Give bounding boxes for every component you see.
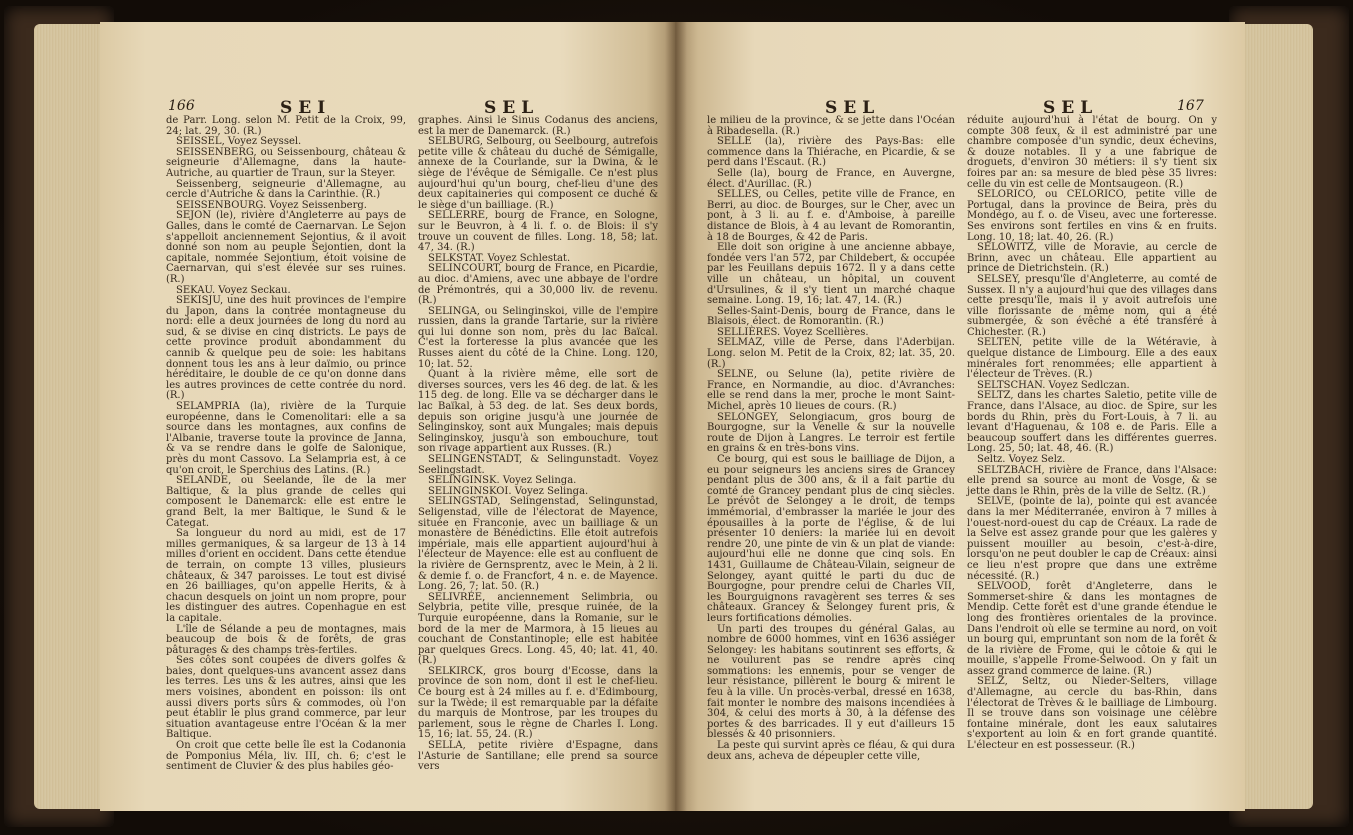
entry-paragraph: SELTEN, petite ville de la Wétéravie, à quelque distance de Limbourg. Elle a des eaux minérales fort renommées; elle appartient à l'électeur de Trèves. (R.) <box>967 337 1217 381</box>
entry-paragraph: SEISSEL, Voyez Seyssel. <box>176 136 302 148</box>
entry-paragraph: SEISSENBERG, ou Seissenbourg, château & seigneurie d'Allemagne, dans la haute-Autriche, au quartier de Traun, sur la Steyer. <box>166 146 406 179</box>
running-head-left-2: SEL <box>484 98 540 118</box>
entry-paragraph: de Parr. Long. selon M. Petit de la Croix, 99, 24; lat. 29, 30. (R.) <box>166 115 406 137</box>
page-number-right: 167 <box>1177 98 1204 114</box>
entry-paragraph: SELINGA, ou Selinginskoi, ville de l'empire russien, dans la grande Tartarie, sur la rivière qui lui donne son nom, près du lac Baïcal. C'est la forteresse la plus avancée que les Russes aient du côté de la Chine. Long. 120, 10; lat. 52. <box>418 305 658 370</box>
entry-paragraph: Seltz. Voyez Selz. <box>977 454 1066 465</box>
entry-paragraph: SELORICO, ou CELORICO, petite ville de Portugal, dans la province de Beira, près du Mondégo, au f. o. de Viseu, avec une forteresse. Ses environs sont fertiles en vins & en fruits. Long. 10, 18; lat. 40, 26. (R.) <box>967 189 1217 243</box>
entry-paragraph: SELIVRÉE, anciennement Selimbria, ou Selybria, petite ville, presque ruinée, de la Turquie européenne, dans la Romanie, sur le bord de la mer de Marmora, à 15 lieues au couchant de Constantinople; elle est habitée par quelques Grecs. Long. 45, 40; lat. 41, 40. (R.) <box>418 591 658 667</box>
right-page <box>675 22 1245 811</box>
entry-paragraph: SELONGEY, Selongiacum, gros bourg de Bourgogne, sur la Venelle & sur la nouvelle route de Dijon à Langres. Le terroir est fertile en grains & en très-bons vins. <box>707 411 955 455</box>
page-edges-left <box>34 24 108 809</box>
entry-paragraph: SEKAU. Voyez Seckau. <box>176 284 291 296</box>
entry-paragraph: SEKISJU, une des huit provinces de l'empire du Japon, dans la contrée montagneuse du nord: elle a deux journées de long du nord au sud, & se divise en cinq districts. Le pays de cette province produit abondamment du cannib & quelque peu de soie: les habitans donnent tous les ans à leur daïmio, ou prince héréditaire, le double de ce qu'on donne dans les autres provinces de cette contrée du nord. (R.) <box>166 295 406 402</box>
left-page-column-1 <box>166 116 406 773</box>
running-head-right-2: SEL <box>1043 98 1099 118</box>
entry-paragraph: SEISSENBOURG. Voyez Seissenberg. <box>176 199 367 211</box>
entry-paragraph: SELKIRCK, gros bourg d'Ecosse, dans la province de son nom, dont il est le chef-lieu. Ce bourg est à 24 milles au f. e. d'Edimbourg, sur la Twède; il est remarquable par la défaite du marquis de Montrose, par les troupes du parlement, sous le règne de Charles I. Long. 15, 16; lat. 55, 24. (R.) <box>418 665 658 741</box>
entry-paragraph: SELBURG, Selbourg, ou Seelbourg, autrefois petite ville & château du duché de Sémigalle, annexe de la Courlande, sur la Dwina, & le siège de l'évêque de Sémigalle. Ce n'est plus aujourd'hui qu'un bourg, chef-lieu d'une des deux capitaineries qui composent ce duché & le siège d'un bailliage. (R.) <box>418 136 658 211</box>
entry-paragraph: SELLERRE, bourg de France, en Sologne, sur le Beuvron, à 4 li. f. o. de Blois: il s'y trouve un couvent de filles. Long. 18, 58; lat. 47, 34. (R.) <box>418 210 658 254</box>
entry-paragraph: SELLES, ou Celles, petite ville de France, en Berri, au dioc. de Bourges, sur le Cher, avec un pont, à 3 li. au f. e. d'Amboise, à pareille distance de Blois, à 4 au levant de Romorantin, à 18 de Bourges, & 42 de Paris. <box>707 189 955 243</box>
entry-paragraph: SELINCOURT, bourg de France, en Picardie, au dioc. d'Amiens, avec une abbaye de l'ordre de Prémontrés, qui a 30,000 liv. de revenu. (R.) <box>418 263 658 307</box>
left-page <box>100 22 675 811</box>
entry-paragraph: La peste qui survint après ce fléau, & qui dura deux ans, acheva de dépeupler cette ville, <box>707 740 955 762</box>
entry-paragraph: graphes. Ainsi le Sinus Codanus des anciens, est la mer de Danemarck. (R.) <box>418 115 658 137</box>
entry-paragraph: SELLE (la), rivière des Pays-Bas: elle commence dans la Thiérache, en Picardie, & se perd dans l'Escaut. (R.) <box>707 136 955 169</box>
entry-paragraph: SELAMPRIA (la), rivière de la Turquie européenne, dans le Comenolitari: elle a sa source dans les montagnes, aux confins de l'Albanie, traverse toute la province de Janna, & va se rendre dans le golfe de Salonique, près du mont Cassovo. La Selampria est, à ce qu'on croit, le Sperchius des Latins. (R.) <box>166 401 406 476</box>
entry-paragraph: SELANDE, ou Seelande, île de la mer Baltique, & la plus grande de celles qui composent le Danemarck: elle est entre le grand Belt, la mer Baltique, le Sund & le Categat. <box>166 475 406 529</box>
left-page-column-2 <box>418 116 658 773</box>
entry-paragraph: Selles-Saint-Denis, bourg de France, dans le Blaisois, élect. de Romorantin. (R.) <box>707 305 955 328</box>
entry-paragraph: SELINGINSKOI. Voyez Selinga. <box>428 485 589 497</box>
right-page-column-1 <box>707 116 955 762</box>
entry-paragraph: SELLA, petite rivière d'Espagne, dans l'Asturie de Santillane; elle prend sa source vers <box>418 740 658 773</box>
entry-paragraph: SELINGINSK. Voyez Selinga. <box>428 475 577 487</box>
entry-paragraph: Quant à la rivière même, elle sort de diverses sources, vers les 46 deg. de lat. & les 115 deg. de long. Elle va se décharger dans le lac Baïkal, à 53 deg. de lat. Ses deux bords, depuis son origine jusqu'à une journée de Selinginskoy, sont aux Mungales; mais depuis Selinginskoy, jusqu'à son embouchure, tout son rivage appartient aux Russes. (R.) <box>418 369 658 455</box>
page-edges-right <box>1233 24 1313 809</box>
entry-paragraph: SELINGSTAD, Selingenstad, Selingunstad, Seligenstad, ville de l'électorat de Mayence, située en Franconie, avec un bailliage & un monastère de Bénédictins. Elle étoit autrefois impériale, mais elle appartient aujourd'hui à l'électeur de Mayence: elle est au confluent de la rivière de Gernsprentz, avec le Mein, à 2 li. & demie f. o. de Francfort, 4 n. e. de Mayence. Long. 26, 7; lat. 50. (R.) <box>418 496 658 593</box>
entry-paragraph: Sa longueur du nord au midi, est de 17 milles germaniques, & sa largeur de 13 à 14 milles d'orient en occident. Dans cette étendue de terrain, on compte 13 villes, plusieurs châteaux, & 347 paroisses. Le tout est divisé en 26 bailliages, qu'on appelle Herits, & à chacun desquels on joint un nom propre, pour les distinguer des autres. Copenhague en est la capitale. <box>166 528 406 624</box>
entry-paragraph: Seissenberg, seigneurie d'Allemagne, au cercle d'Autriche & dans la Carinthie. (R.) <box>166 178 406 201</box>
running-head-left-1: SEI <box>280 98 332 118</box>
right-page-column-2 <box>967 116 1217 752</box>
entry-paragraph: SELTZBACH, rivière de France, dans l'Alsace: elle prend sa source au mont de Vosge, & se jette dans le Rhin, près de la ville de Seltz. (R.) <box>967 464 1217 497</box>
entry-paragraph: SELLIÈRES. Voyez Scellières. <box>717 326 869 338</box>
entry-paragraph: réduite aujourd'hui à l'état de bourg. On y compte 308 feux, & il est administré par une chambre composée d'un syndic, deux échevins, & douze notables. Il y a une fabrique de droguets, d'environ 30 métiers: il s'y tient six foires par an: sa mesure de bled pèse 35 livres: celle du vin est celle de Montsaugeon. (R.) <box>967 115 1217 190</box>
entry-paragraph: SELTZ, dans les chartes Saletio, petite ville de France, dans l'Alsace, au dioc. de Spire, sur les bords du Rhin, près du Fort-Louis, à 7 li. au levant d'Haguenau, & 108 e. de Paris. Elle a beaucoup souffert dans les différentes guerres. Long. 25, 50; lat. 48, 46. (R.) <box>967 390 1217 455</box>
entry-paragraph: SELSEY, presqu'île d'Angleterre, au comté de Sussex. Il n'y a aujourd'hui que des villages dans cette presqu'île, mais il y avoit autrefois une ville florissante de même nom, qui a été submergée, & son évêché a été transféré à Chichester. (R.) <box>967 273 1217 338</box>
entry-paragraph: SELVOOD, forêt d'Angleterre, dans le Sommerset-shire & dans les montagnes de Mendip. Cette forêt est d'une grande étendue le long des frontières orientales de la province. Dans l'endroit où elle se termine au nord, on voit un bourg qui, empruntant son nom de la forêt & de la rivière de Frome, qui le côtoie & qui le mouille, s'appelle Frome-Selwood. On y fait un assez grand commerce de laine. (R.) <box>967 581 1217 677</box>
entry-paragraph: SELKSTAT. Voyez Schlestat. <box>428 252 571 264</box>
page-number-left: 166 <box>168 98 195 114</box>
entry-paragraph: L'île de Sélande a peu de montagnes, mais beaucoup de bois & de forêts, de gras pâturages & des champs très-fertiles. <box>166 623 406 656</box>
entry-paragraph: SELOWITZ, ville de Moravie, au cercle de Brinn, avec un château. Elle appartient au prince de Dietrichstein. (R.) <box>967 242 1217 275</box>
entry-paragraph: SELNE, ou Selune (la), petite rivière de France, en Normandie, au dioc. d'Avranches: elle se rend dans la mer, proche le mont Saint-Michel, après 10 lieues de cours. (R.) <box>707 369 955 413</box>
entry-paragraph: SELMAZ, ville de Perse, dans l'Aderbijan. Long. selon M. Petit de la Croix, 82; lat. 35, 20. (R.) <box>707 337 955 370</box>
entry-paragraph: SELINGENSTADT, & Selingunstadt. Voyez Seelingstadt. <box>418 454 658 476</box>
entry-paragraph: le milieu de la province, & se jette dans l'Océan à Ribadesella. (R.) <box>707 115 955 137</box>
entry-paragraph: SELVE, (pointe de la), pointe qui est avancée dans la mer Méditerranée, environ à 7 milles à l'ouest-nord-ouest du cap de Créaux. La rade de la Selve est assez grande pour que les galères y puissent mouiller au besoin, c'est-à-dire, lorsqu'on ne peut doubler le cap de Créaux: ainsi ce lieu n'est propre que dans une extrême nécessité. (R.) <box>967 496 1217 582</box>
running-head-right-1: SEL <box>825 98 881 118</box>
entry-paragraph: Un parti des troupes du général Galas, au nombre de 6000 hommes, vint en 1636 assiéger Selongey: les habitans soutinrent ses efforts, & ne voulurent pas se rendre après cinq sommations: les ennemis, pour se venger de leur résistance, pillèrent le bourg & mirent le feu à la ville. Un procès-verbal, dressé en 1638, fait monter le nombre des maisons incendiées à 304, & celui des morts à 30, à la défense des portes & des barricades. Il y eut d'ailleurs 15 blessés & 40 prisonniers. <box>707 623 955 741</box>
entry-paragraph: SELZ, Seltz, ou Nieder-Selters, village d'Allemagne, au cercle du bas-Rhin, dans l'électorat de Trèves & le bailliage de Limbourg. Il se trouve dans son voisinage une célèbre fontaine minérale, dont les eaux salutaires s'exportent au loin & en fort grande quantité. L'électeur en est possesseur. (R.) <box>967 676 1217 752</box>
entry-paragraph: SEJON (le), rivière d'Angleterre au pays de Galles, dans le comté de Caernarvan. Le Sejon s'appelloit anciennement Sejontius, & il avoit donné son nom au peuple Sejontien, dont la capitale, nommée Sejontium, étoit voisine de Caernarvan, qui s'est élevée sur ses ruines. (R.) <box>166 210 406 285</box>
entry-paragraph: Ce bourg, qui est sous le bailliage de Dijon, a eu pour seigneurs les anciens sires de Grancey pendant plus de 300 ans, & il a fait partie du comté de Grancey pendant plus de cinq siècles. Le prévôt de Selongey a le droit, de temps immémorial, d'embrasser la mariée le jour des épousailles à la porte de l'église, & de lui présenter 10 deniers: la mariée lui en devoit rendre 20, une pinte de vin & un plat de viande: aujourd'hui elle ne donne que cinq sols. En 1431, Guillaume de Château-Vilain, seigneur de Selongey, ayant quitté le parti du duc de Bourgogne, pour prendre celui de Charles VII, les Bourguignons ravagèrent ses terres & ses châteaux. Grancey & Selongey furent pris, & leurs fortifications démolies. <box>707 454 955 624</box>
entry-paragraph: SELTSCHAN. Voyez Sedlczan. <box>977 379 1130 391</box>
entry-paragraph: On croit que cette belle île est la Codanonia de Pomponius Méla, liv. III, ch. 6; c'est le sentiment de Cluvier & des plus habiles géo- <box>166 740 406 773</box>
entry-paragraph: Elle doit son origine à une ancienne abbaye, fondée vers l'an 572, par Childebert, & occupée par les Feuillans depuis 1672. Il y a dans cette ville un château, un hôpital, un couvent d'Ursulines, & il s'y tient un marché chaque semaine. Long. 19, 16; lat. 47, 14. (R.) <box>707 242 955 307</box>
entry-paragraph: Ses côtes sont coupées de divers golfes & baies, dont quelques-uns avancent assez dans les terres. Les uns & les autres, ainsi que les mers voisines, abondent en poisson: ils ont aussi divers ports sûrs & commodes, où l'on peut établir le plus grand commerce, par leur situation avantageuse entre l'Océan & la mer Baltique. <box>166 655 406 741</box>
entry-paragraph: Selle (la), bourg de France, en Auvergne, élect. d'Aurillac. (R.) <box>707 167 955 190</box>
book-gutter <box>665 22 687 811</box>
